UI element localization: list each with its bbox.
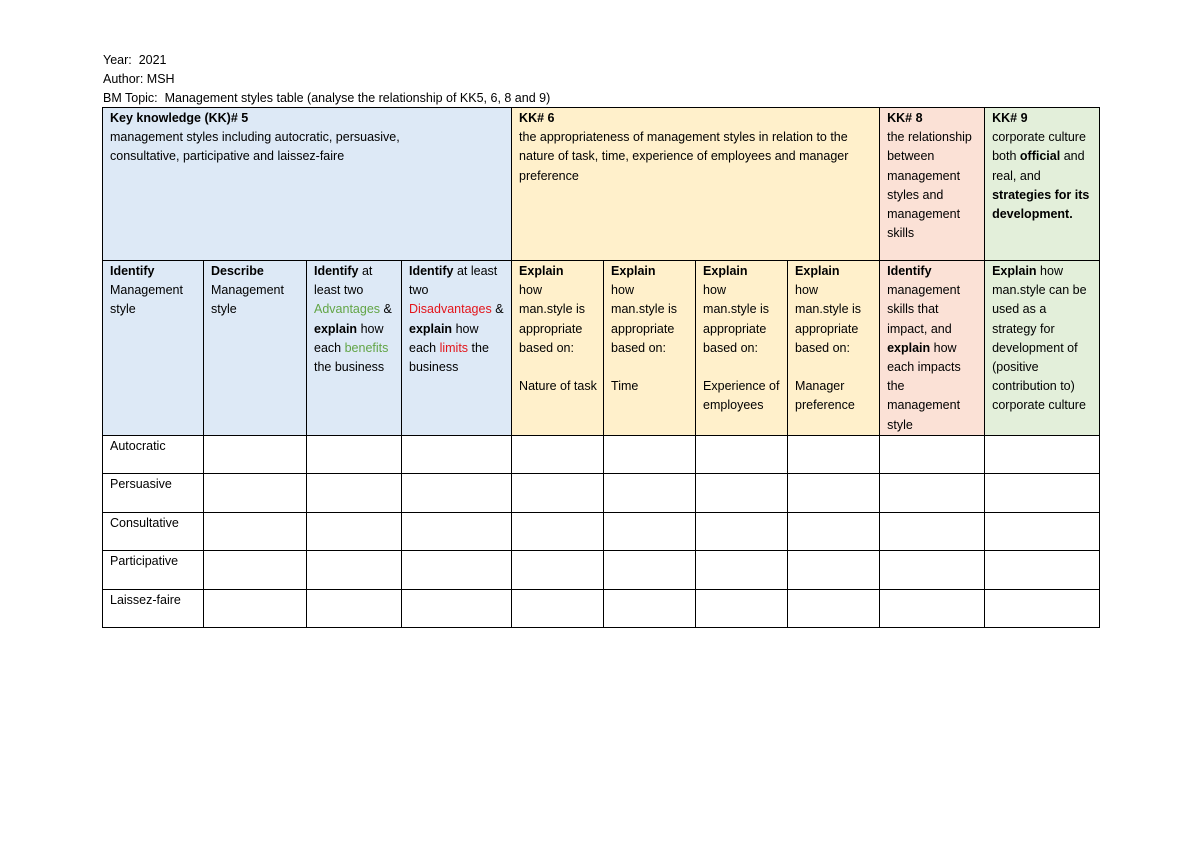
table-cell[interactable] <box>204 474 307 513</box>
task-experience: Explain how man.style is appropriate based on: Experience of employees <box>696 261 788 436</box>
table-cell[interactable] <box>604 512 696 551</box>
table-cell[interactable] <box>696 435 788 474</box>
table-cell[interactable] <box>788 435 880 474</box>
kk8-title: KK# 8 <box>887 111 923 125</box>
table-cell[interactable] <box>402 474 512 513</box>
document-meta <box>103 51 550 108</box>
table-cell[interactable] <box>880 589 985 628</box>
table-row <box>103 474 1100 513</box>
table-cell[interactable] <box>604 435 696 474</box>
table-cell[interactable] <box>788 589 880 628</box>
table-row <box>103 589 1100 628</box>
table-cell[interactable] <box>985 435 1100 474</box>
kk9-header-cell <box>985 108 1100 261</box>
table-cell[interactable] <box>604 589 696 628</box>
table-cell[interactable] <box>204 435 307 474</box>
table-cell[interactable] <box>512 474 604 513</box>
table-cell[interactable] <box>402 435 512 474</box>
task-manager-preference: Explain how man.style is appropriate based on: Manager preference <box>788 261 880 436</box>
table-cell[interactable] <box>402 589 512 628</box>
year-line: Year: 2021 <box>103 53 167 67</box>
kk6-title: KK# 6 <box>519 111 555 125</box>
table-cell[interactable] <box>696 474 788 513</box>
table-cell[interactable] <box>880 512 985 551</box>
table-cell[interactable] <box>604 551 696 590</box>
table-cell[interactable] <box>204 512 307 551</box>
table-cell[interactable] <box>604 474 696 513</box>
author-line: Author: MSH <box>103 72 175 86</box>
kk5-header-cell <box>103 108 512 261</box>
task-time: Explain how man.style is appropriate based on: Time <box>604 261 696 436</box>
row-label-persuasive: Persuasive <box>103 474 204 513</box>
kk5-description: management styles including autocratic, persuasive, consultative, participative and laissez-faire <box>110 130 400 164</box>
table-cell[interactable] <box>696 589 788 628</box>
task-management-skills: Identify management skills that impact, and explain how each impacts the management style <box>880 261 985 436</box>
kk9-title: KK# 9 <box>992 111 1028 125</box>
task-row <box>103 261 1100 436</box>
table-cell[interactable] <box>696 512 788 551</box>
table-cell[interactable] <box>512 435 604 474</box>
task-nature-of-task: Explain how man.style is appropriate based on: Nature of task <box>512 261 604 436</box>
table-cell[interactable] <box>512 589 604 628</box>
table-cell[interactable] <box>788 551 880 590</box>
task-disadvantages: Identify at least two Disadvantages & explain how each limits the business <box>402 261 512 436</box>
task-corporate-culture: Explain how man.style can be used as a strategy for development of (positive contribution to) corporate culture <box>985 261 1100 436</box>
table-cell[interactable] <box>402 512 512 551</box>
table-cell[interactable] <box>788 512 880 551</box>
table-cell[interactable] <box>307 589 402 628</box>
row-label-autocratic: Autocratic <box>103 435 204 474</box>
kk6-description: the appropriateness of management styles in relation to the nature of task, time, experience of employees and manager preference <box>519 130 849 183</box>
table-row <box>103 551 1100 590</box>
table-cell[interactable] <box>402 551 512 590</box>
table-cell[interactable] <box>512 551 604 590</box>
table-cell[interactable] <box>307 474 402 513</box>
kk8-description: the relationship between management styles and management skills <box>887 130 972 241</box>
table-cell[interactable] <box>307 512 402 551</box>
kk5-title: Key knowledge (KK)# 5 <box>110 111 249 125</box>
row-label-laissez-faire: Laissez-faire <box>103 589 204 628</box>
table-cell[interactable] <box>307 551 402 590</box>
table-cell[interactable] <box>788 474 880 513</box>
table-cell[interactable] <box>985 551 1100 590</box>
table-cell[interactable] <box>696 551 788 590</box>
task-describe-style: Describe Management style <box>204 261 307 436</box>
table-cell[interactable] <box>512 512 604 551</box>
table-cell[interactable] <box>307 435 402 474</box>
kk-header-row <box>103 108 1100 261</box>
kk8-header-cell <box>880 108 985 261</box>
kk6-header-cell <box>512 108 880 261</box>
table-cell[interactable] <box>985 512 1100 551</box>
task-advantages: Identify at least two Advantages & explain how each benefits the business <box>307 261 402 436</box>
table-cell[interactable] <box>985 474 1100 513</box>
task-identify-style: Identify Management style <box>103 261 204 436</box>
topic-line: BM Topic: Management styles table (analyse the relationship of KK5, 6, 8 and 9) <box>103 91 551 105</box>
row-label-consultative: Consultative <box>103 512 204 551</box>
table-row <box>103 435 1100 474</box>
table-cell[interactable] <box>880 435 985 474</box>
management-styles-table <box>102 107 1100 628</box>
table-cell[interactable] <box>880 551 985 590</box>
row-label-participative: Participative <box>103 551 204 590</box>
table-cell[interactable] <box>204 551 307 590</box>
kk9-description: corporate culture both official and real, and strategies for its development. <box>992 130 1090 222</box>
table-cell[interactable] <box>985 589 1100 628</box>
table-cell[interactable] <box>204 589 307 628</box>
table-row <box>103 512 1100 551</box>
table-cell[interactable] <box>880 474 985 513</box>
